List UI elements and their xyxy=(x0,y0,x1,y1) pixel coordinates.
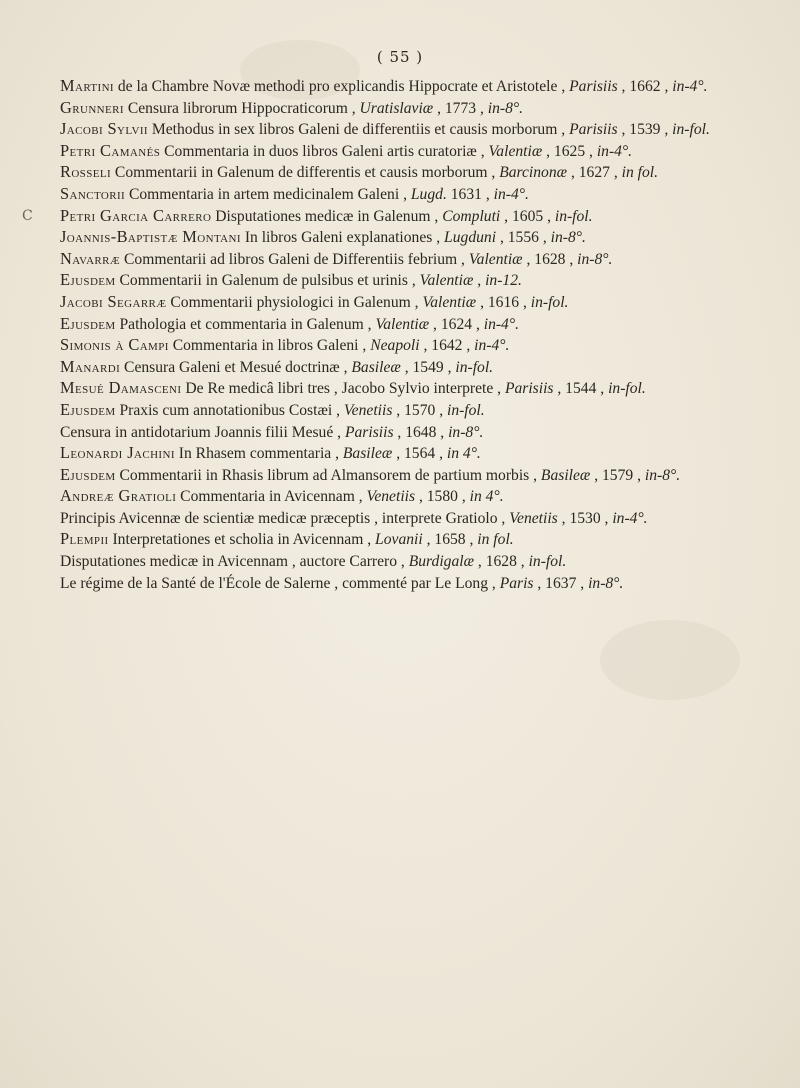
entry-place: Paris xyxy=(499,574,534,592)
bibliography-entry xyxy=(60,573,780,595)
entry-detail: , 1616 , xyxy=(476,293,531,311)
entry-place: Burdigalæ xyxy=(408,553,475,571)
entry-detail: , 1642 , xyxy=(419,337,475,355)
entry-title: Commentarii in Rhasis librum ad Almansorem de partium morbis , xyxy=(115,466,541,484)
entry-title: Principis Avicennæ de scientiæ medicæ præceptis , interprete Gratiolo , xyxy=(60,509,510,527)
entry-place: Parisiis xyxy=(569,121,618,139)
entry-author: Simonis à Campi xyxy=(60,335,169,355)
entry-title: Pathologia et commentaria in Galenum , xyxy=(115,315,376,333)
entry-title: Disputationes medicæ in Avicennam , auctore Carrero , xyxy=(60,553,409,571)
entry-detail: , 1637 , xyxy=(533,574,589,592)
entry-title: Censura librorum Hippocraticorum , xyxy=(123,99,360,117)
entry-detail: , 1662 , xyxy=(617,78,673,95)
entry-title: Praxis cum annotationibus Costæi , xyxy=(115,401,344,419)
entry-format: in-4°. xyxy=(612,509,648,527)
entry-format: in-fol. xyxy=(530,293,569,311)
entry-title: Commentaria in Avicennam , xyxy=(176,488,367,506)
entry-title: Commentarii ad libros Galeni de Differentiis febrium , xyxy=(120,250,469,268)
entry-detail: , 1658 , xyxy=(422,531,478,549)
entry-detail: , 1648 , xyxy=(393,423,449,441)
entry-detail: , 1539 , xyxy=(617,121,673,139)
entry-title: de la Chambre Novæ methodi pro explicandis Hippocrate et Aristotele , xyxy=(113,78,570,95)
entry-author: Grunneri xyxy=(60,97,124,117)
entry-detail: , 1530 , xyxy=(557,509,613,527)
entry-detail: , 1580 , xyxy=(415,488,470,506)
bibliography-entry xyxy=(60,400,780,422)
entry-place: Basileæ xyxy=(540,466,591,484)
entry-format: in-8°. xyxy=(577,250,613,268)
entry-author: Petri Camanés xyxy=(60,140,161,160)
entry-author: Manardi xyxy=(60,356,121,376)
entry-place: Lugd. xyxy=(410,185,447,203)
entry-detail: , 1544 , xyxy=(553,380,609,398)
entry-format: in-4°. xyxy=(672,78,708,95)
bibliography-entry xyxy=(60,314,780,336)
entry-place: Venetiis xyxy=(343,401,393,419)
entry-place: Basileæ xyxy=(351,358,401,376)
bibliography-list xyxy=(60,76,780,594)
entry-title: Methodus in sex libros Galeni de differentiis et causis morborum , xyxy=(147,121,570,139)
entry-place: Basileæ xyxy=(342,445,393,463)
entry-title: Commentarii physiologici in Galenum , xyxy=(166,293,423,311)
entry-format: in 4°. xyxy=(446,445,481,463)
entry-title: In Rhasem commentaria , xyxy=(174,445,343,463)
entry-format: in-fol. xyxy=(455,358,494,376)
bibliography-entry xyxy=(60,141,780,163)
entry-title: De Re medicâ libri tres , Jacobo Sylvio interprete , xyxy=(181,380,505,398)
entry-detail: , 1570 , xyxy=(392,401,447,419)
bibliography-entry xyxy=(60,551,780,573)
entry-detail: , 1556 , xyxy=(496,229,551,247)
entry-author: Joannis-Baptistæ Montani xyxy=(60,227,241,247)
entry-detail: , 1564 , xyxy=(392,445,447,463)
entry-format: in-4°. xyxy=(483,315,519,333)
bibliography-entry xyxy=(60,292,780,314)
entry-title: Commentaria in libros Galeni , xyxy=(168,337,371,355)
entry-title: In libros Galeni explanationes , xyxy=(240,229,445,247)
entry-author: Mesué Damasceni xyxy=(60,378,182,398)
bibliography-entry xyxy=(60,443,780,465)
entry-place: Parisiis xyxy=(569,78,618,95)
entry-format: in-fol. xyxy=(608,380,646,398)
entry-place: Valentiæ xyxy=(419,272,474,290)
entry-detail: , 1628 , xyxy=(522,250,578,268)
entry-detail: , 1624 , xyxy=(429,315,484,333)
entry-format: in-4°. xyxy=(493,185,529,203)
entry-author: Ejusdem xyxy=(60,399,116,419)
entry-format: in-12. xyxy=(485,272,522,290)
entry-place: Uratislaviæ xyxy=(359,99,434,117)
entry-author: Rosseli xyxy=(60,162,112,182)
entry-format: in-fol. xyxy=(446,401,485,419)
entry-author: Andreæ Gratioli xyxy=(60,486,177,506)
entry-title: Commentaria in duos libros Galeni artis curatoriæ , xyxy=(160,142,489,160)
bibliography-entry xyxy=(60,486,780,508)
entry-detail: , 1605 , xyxy=(500,207,555,225)
page-number: ( 55 ) xyxy=(376,48,424,66)
entry-format: in-8°. xyxy=(487,99,524,117)
entry-detail: , 1628 , xyxy=(474,553,529,571)
entry-place: Valentiæ xyxy=(488,142,543,160)
entry-title: Commentarii in Galenum de differentis et causis morborum , xyxy=(111,164,500,182)
entry-place: Venetiis xyxy=(366,488,416,506)
entry-place: Venetiis xyxy=(509,509,558,527)
bibliography-entry xyxy=(60,206,780,228)
entry-detail: , 1549 , xyxy=(400,358,456,376)
entry-format: in-8°. xyxy=(448,423,484,441)
entry-author: Ejusdem xyxy=(60,270,116,290)
entry-title: Commentarii in Galenum de pulsibus et urinis , xyxy=(115,272,420,290)
bibliography-entry xyxy=(60,465,780,487)
entry-format: in-fol. xyxy=(528,553,567,571)
entry-format: in-8°. xyxy=(644,466,681,484)
entry-place: Neapoli xyxy=(370,337,420,355)
entry-detail: , 1627 , xyxy=(567,164,622,182)
bibliography-entry xyxy=(60,357,780,379)
entry-format: in-4°. xyxy=(596,142,633,160)
entry-place: Compluti xyxy=(442,207,501,225)
entry-format: in-8°. xyxy=(588,574,624,592)
entry-format: in-fol. xyxy=(554,207,593,225)
entry-detail: , 1625 , xyxy=(542,142,597,160)
bibliography-entry xyxy=(60,119,780,141)
bibliography-entry xyxy=(60,270,780,292)
entry-detail: , 1773 , xyxy=(433,99,488,117)
entry-place: Parisiis xyxy=(344,423,394,441)
entry-format: in-8°. xyxy=(550,229,586,247)
bibliography-entry xyxy=(60,184,780,206)
entry-detail: , 1579 , xyxy=(590,466,645,484)
entry-title: Censura Galeni et Mesué doctrinæ , xyxy=(120,358,352,376)
bibliography-entry xyxy=(60,529,780,551)
entry-place: Valentiæ xyxy=(422,293,477,311)
bibliography-entry xyxy=(60,76,780,98)
bibliography-entry xyxy=(60,378,780,400)
entry-format: in 4°. xyxy=(469,488,504,506)
entry-author: Petri Garcia Carrero xyxy=(60,205,212,225)
entry-author: Martini xyxy=(60,76,114,95)
bibliography-entry xyxy=(60,249,780,271)
entry-place: Lovanii xyxy=(375,531,423,549)
entry-detail: 1631 , xyxy=(446,185,494,203)
entry-place: Barcinonæ xyxy=(499,164,568,182)
entry-format: in fol. xyxy=(621,164,659,182)
entry-author: Ejusdem xyxy=(60,464,116,484)
bibliography-entry xyxy=(60,227,780,249)
entry-author: Ejusdem xyxy=(60,313,116,333)
entry-detail: , xyxy=(473,272,486,290)
entry-format: in fol. xyxy=(477,531,514,549)
entry-format: in-4°. xyxy=(474,337,510,355)
entry-format: in-fol. xyxy=(672,121,710,139)
entry-author: Leonardi Jachini xyxy=(60,443,175,463)
bibliography-entry xyxy=(60,508,780,530)
paper-stain xyxy=(600,620,740,700)
entry-title: Interpretationes et scholia in Avicennam , xyxy=(108,531,376,549)
entry-place: Parisiis xyxy=(504,380,554,398)
bibliography-entry xyxy=(60,162,780,184)
bibliography-entry xyxy=(60,335,780,357)
entry-place: Lugduni xyxy=(444,229,497,247)
bibliography-entry xyxy=(60,98,780,120)
entry-author: Sanctorii xyxy=(60,183,126,203)
entry-author: Plempii xyxy=(60,529,109,549)
entry-author: Navarræ xyxy=(60,248,121,268)
entry-place: Valentiæ xyxy=(375,315,430,333)
margin-mark: C xyxy=(22,208,33,224)
entry-author: Jacobi Sylvii xyxy=(60,119,148,139)
entry-title: Censura in antidotarium Joannis filii Mesué , xyxy=(60,423,345,441)
entry-title: Le régime de la Santé de l'École de Salerne , commenté par Le Long , xyxy=(60,574,500,592)
entry-place: Valentiæ xyxy=(468,250,523,268)
bibliography-entry xyxy=(60,422,780,444)
entry-title: Disputationes medicæ in Galenum , xyxy=(211,207,443,225)
entry-title: Commentaria in artem medicinalem Galeni , xyxy=(125,185,411,203)
entry-author: Jacobi Segarræ xyxy=(60,291,167,311)
